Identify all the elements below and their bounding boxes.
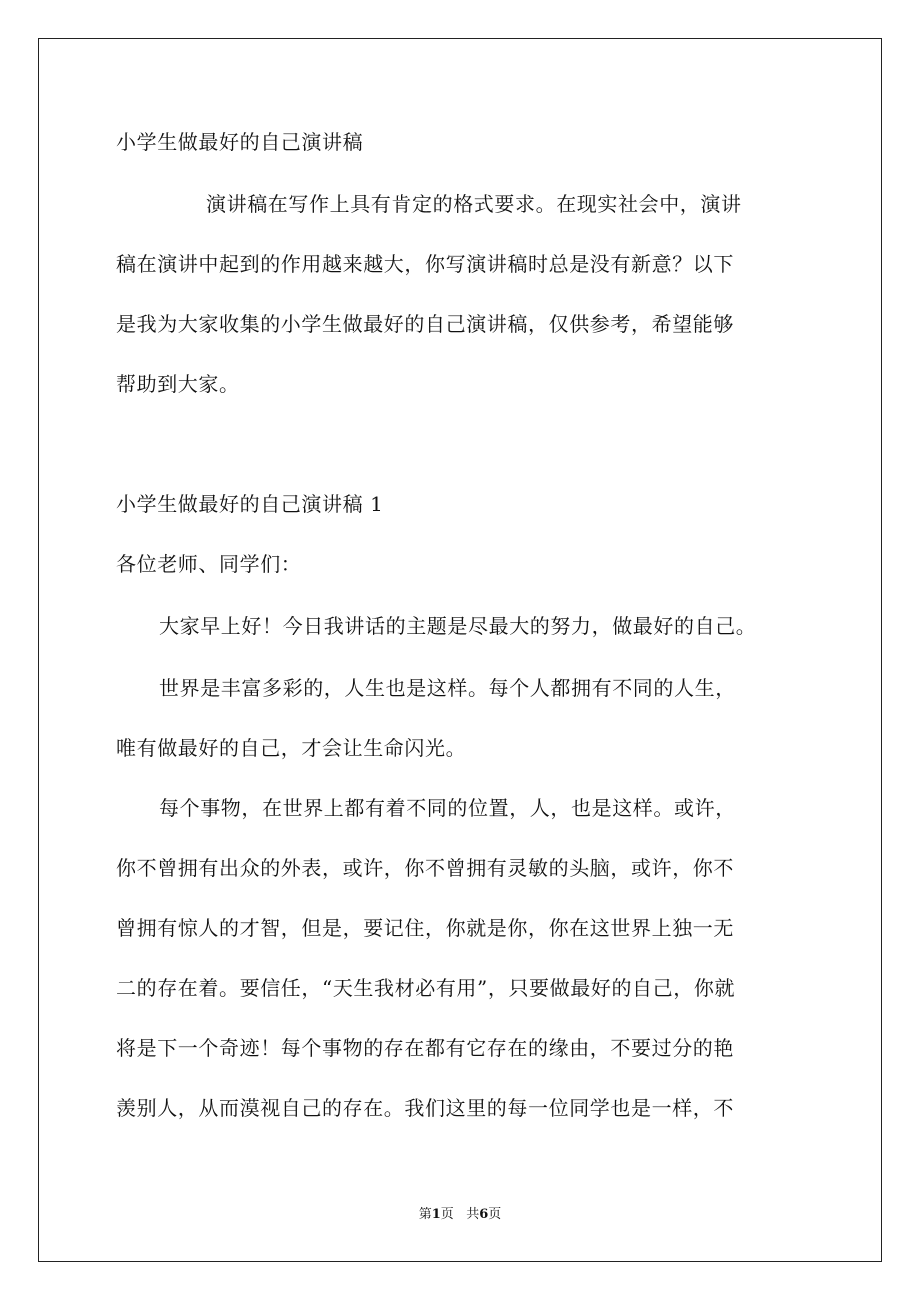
- body-line-7: 二的存在着。要信任，“天生我材必有用”，只要做最好的自己，你就: [116, 976, 736, 1000]
- body-line-5: 你不曾拥有出众的外表，或许，你不曾拥有灵敏的头脑，或许，你不: [116, 856, 734, 880]
- intro-line-1: 演讲稿在写作上具有肯定的格式要求。在现实社会中，演讲: [206, 192, 742, 216]
- salutation: 各位老师、同学们：: [116, 552, 302, 576]
- document-title: 小学生做最好的自己演讲稿: [116, 130, 364, 154]
- body-line-6: 曾拥有惊人的才智，但是，要记住，你就是你，你在这世界上独一无: [116, 916, 734, 940]
- page-unit: 页: [440, 1207, 454, 1222]
- page-border: [38, 38, 882, 1262]
- page-current: 1: [431, 1207, 441, 1222]
- body-line-1: 大家早上好！今日我讲话的主题是尽最大的努力，做最好的自己。: [159, 614, 757, 638]
- body-line-3: 唯有做最好的自己，才会让生命闪光。: [116, 736, 467, 760]
- body-line-4: 每个事物，在世界上都有着不同的位置，人，也是这样。或许，: [159, 796, 736, 820]
- intro-line-3: 是我为大家收集的小学生做最好的自己演讲稿，仅供参考，希望能够: [116, 312, 734, 336]
- section-title: 小学生做最好的自己演讲稿 1: [116, 492, 384, 516]
- page-total: 6: [479, 1207, 489, 1222]
- body-line-9: 羡别人，从而漠视自己的存在。我们这里的每一位同学也是一样，不: [116, 1096, 734, 1120]
- total-unit: 页: [488, 1207, 502, 1222]
- body-line-8: 将是下一个奇迹！每个事物的存在都有它存在的缘由，不要过分的艳: [116, 1036, 734, 1060]
- body-line-2: 世界是丰富多彩的，人生也是这样。每个人都拥有不同的人生，: [159, 676, 736, 700]
- page-prefix: 第: [418, 1207, 432, 1222]
- intro-line-2: 稿在演讲中起到的作用越来越大，你写演讲稿时总是没有新意？以下: [116, 252, 734, 276]
- intro-line-4: 帮助到大家。: [116, 372, 240, 396]
- total-prefix: 共: [466, 1207, 480, 1222]
- page-footer: [0, 1206, 920, 1224]
